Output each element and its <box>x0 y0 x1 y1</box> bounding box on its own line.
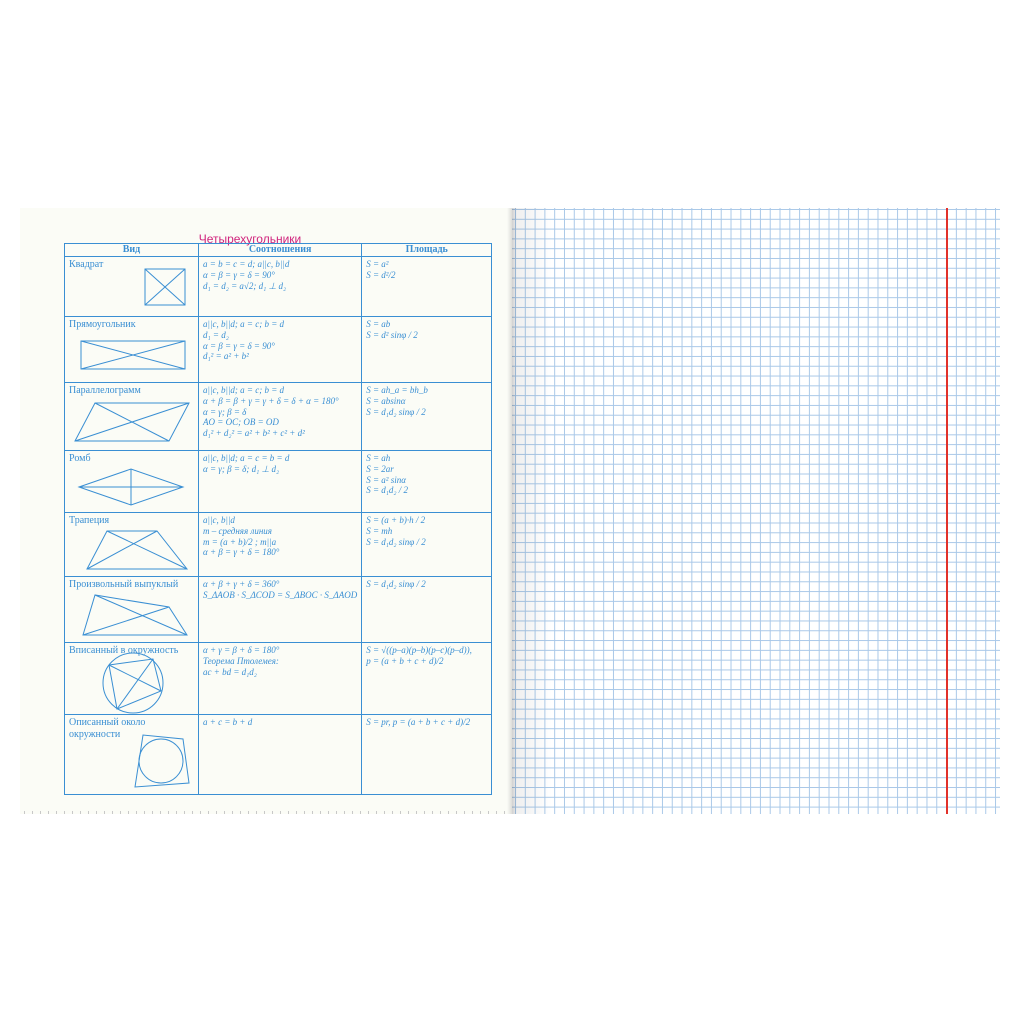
area-formula: S = d₁d₂ sinφ / 2 <box>366 536 426 547</box>
area-formula: S = d²/2 <box>366 269 396 280</box>
header-area: Площадь <box>362 244 492 257</box>
area-formula: S = 2ar <box>366 463 394 474</box>
area-cell <box>362 257 492 317</box>
red-margin-line <box>946 208 948 814</box>
table-row <box>65 317 492 383</box>
relation-formula: d₁ = d₂ <box>203 329 229 340</box>
area-formula: S = a² sinα <box>366 474 406 485</box>
shape-name: Ромб <box>69 453 91 464</box>
relation-formula: ac + bd = d₁d₂ <box>203 666 257 677</box>
area-formula: S = d₁d₂ sinφ / 2 <box>366 579 426 589</box>
relation-formula: α + β = γ + δ = 180° <box>203 547 280 558</box>
shape-name: Параллелограмм <box>69 385 141 396</box>
shape-name: Прямоугольник <box>69 319 136 330</box>
relations-cell <box>199 451 362 513</box>
relation-formula: d₁ = d₂ = a√2; d₁ ⊥ d₂ <box>203 280 287 291</box>
relation-formula: AO = OC; OB = OD <box>203 417 279 428</box>
table-row <box>65 383 492 451</box>
shape-name: Произвольный выпуклый <box>69 579 179 590</box>
relations-cell <box>199 715 362 795</box>
relation-formula: α + β + γ + δ = 360° <box>203 579 280 589</box>
relation-formula: d₁² = a² + b² <box>203 351 249 362</box>
relation-formula: α = γ; β = δ <box>203 406 247 417</box>
table-row <box>65 513 492 577</box>
quadrilaterals-table <box>64 243 492 795</box>
relation-formula: m = (a + b)/2 ; m||a <box>203 536 277 547</box>
relation-formula: a||c, b||d; a = c; b = d <box>203 319 285 329</box>
relations-cell <box>199 513 362 577</box>
table-row <box>65 257 492 317</box>
area-formula: S = mh <box>366 525 393 536</box>
header-kind: Вид <box>65 244 199 257</box>
relation-formula: a||c, b||d; a = c; b = d <box>203 385 285 395</box>
shape-cell <box>65 383 199 451</box>
area-formula: S = d₁d₂ sinφ / 2 <box>366 406 426 417</box>
area-cell <box>362 451 492 513</box>
relations-cell <box>199 317 362 383</box>
square-figure <box>65 257 195 317</box>
relation-formula: d₁² + d₂² = a² + b² + c² + d² <box>203 428 305 439</box>
shape-name: Описанный около окружности <box>69 717 146 740</box>
right-page-squared-grid <box>512 208 1000 814</box>
shape-cell <box>65 257 199 317</box>
shape-cell <box>65 317 199 383</box>
relation-formula: α + β = β + γ = γ + δ = δ + α = 180° <box>203 395 339 406</box>
relation-formula: a = b = c = d; a||c, b||d <box>203 259 290 269</box>
parallelogram-figure <box>65 383 195 451</box>
shape-cell <box>65 643 199 715</box>
relation-formula: a||c, b||d <box>203 515 235 525</box>
table-row <box>65 643 492 715</box>
area-formula: S = pr, p = (a + b + c + d)/2 <box>366 717 471 727</box>
relation-formula: m – средняя линия <box>203 525 272 536</box>
area-cell <box>362 577 492 643</box>
rhombus-figure <box>65 451 195 513</box>
area-formula: p = (a + b + c + d)/2 <box>366 655 444 666</box>
table-row <box>65 451 492 513</box>
relation-formula: a||c, b||d; a = c = b = d <box>203 453 290 463</box>
shape-cell <box>65 715 199 795</box>
area-formula: S = (a + b)·h / 2 <box>366 515 426 525</box>
rectangle-figure <box>65 317 195 383</box>
area-formula: S = d₁d₂ / 2 <box>366 485 409 496</box>
relation-formula: Теорема Птолемея: <box>203 655 279 666</box>
relation-formula: α = β = γ = δ = 90° <box>203 269 275 280</box>
table-row <box>65 577 492 643</box>
relations-cell <box>199 577 362 643</box>
relations-cell <box>199 257 362 317</box>
area-cell <box>362 513 492 577</box>
relation-formula: α + γ = β + δ = 180° <box>203 645 280 655</box>
area-formula: S = ah <box>366 453 391 463</box>
area-formula: S = ab <box>366 319 391 329</box>
relation-formula: α = γ; β = δ; d₁ ⊥ d₂ <box>203 463 280 474</box>
shape-cell <box>65 577 199 643</box>
shape-name: Квадрат <box>69 259 104 270</box>
shape-cell <box>65 451 199 513</box>
table-header-row <box>65 244 492 257</box>
relation-formula: α = β = γ = δ = 90° <box>203 340 275 351</box>
shape-name: Вписанный в окружность <box>69 645 179 656</box>
bottom-ruler-ticks <box>24 811 508 814</box>
table-row <box>65 715 492 795</box>
shape-cell <box>65 513 199 577</box>
area-cell <box>362 715 492 795</box>
spine-fold <box>507 208 517 814</box>
header-relations: Соотношения <box>199 244 362 257</box>
area-formula: S = ah_a = bh_b <box>366 385 428 395</box>
shape-name: Трапеция <box>69 515 110 526</box>
area-formula: S = absinα <box>366 395 406 406</box>
table-title: Четырехугольники <box>198 232 302 246</box>
relation-formula: S_ΔAOB · S_ΔCOD = S_ΔBOC · S_ΔAOD <box>203 589 358 600</box>
inscribed-quadrilateral-figure <box>65 643 195 715</box>
area-formula: S = d² sinφ / 2 <box>366 329 418 340</box>
circumscribed-quadrilateral-figure <box>65 715 195 795</box>
convex-quadrilateral-figure <box>65 577 195 643</box>
area-cell <box>362 643 492 715</box>
area-cell <box>362 383 492 451</box>
trapezoid-figure <box>65 513 195 577</box>
area-cell <box>362 317 492 383</box>
relations-cell <box>199 643 362 715</box>
area-formula: S = √((p–a)(p–b)(p–c)(p–d)), <box>366 645 472 655</box>
relations-cell <box>199 383 362 451</box>
area-formula: S = a² <box>366 259 389 269</box>
relation-formula: a + c = b + d <box>203 717 253 727</box>
